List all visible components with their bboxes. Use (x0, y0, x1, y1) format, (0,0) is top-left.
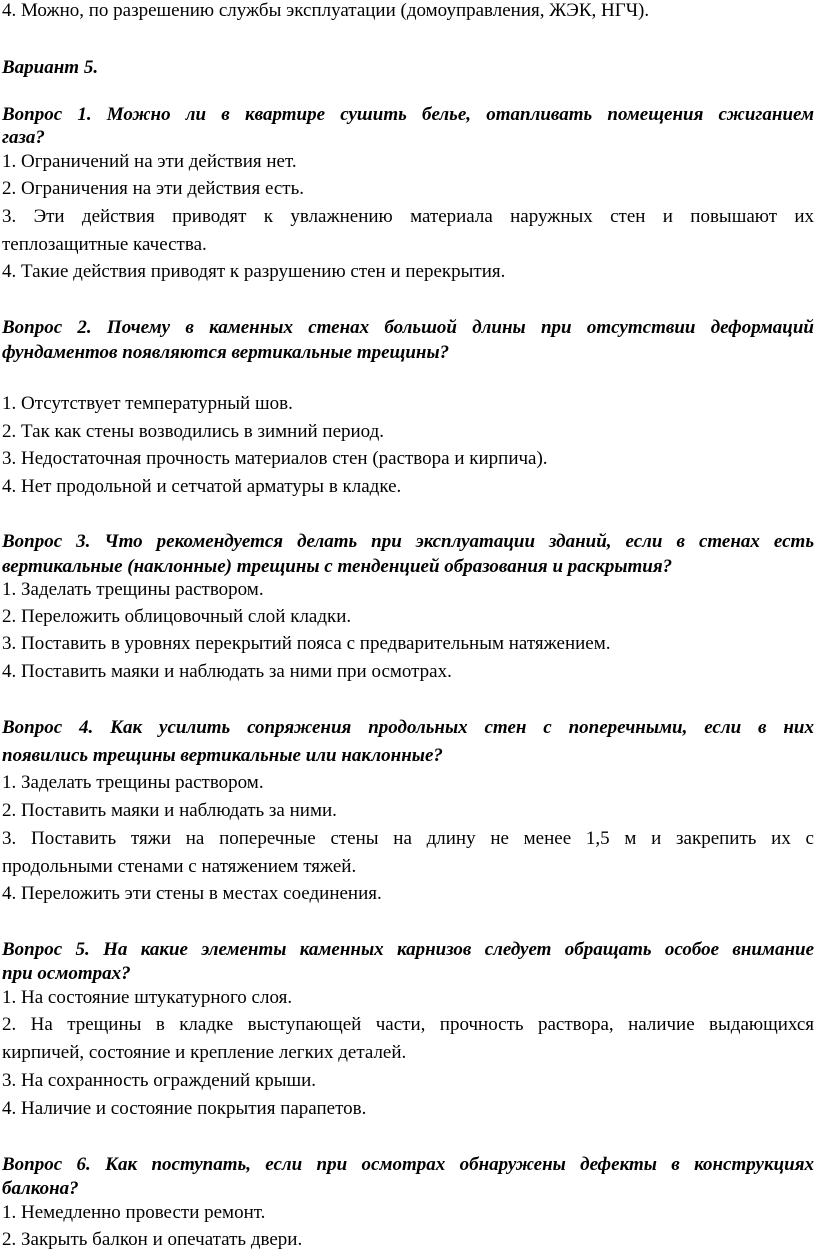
question-1-answer-4: 4. Такие действия приводят к разрушению стен и перекрытия. (2, 261, 506, 282)
question-5-text-cont: при осмотрах? (2, 963, 131, 984)
question-3-answer-3: 3. Поставить в уровнях перекрытий пояса с предварительным натяжением. (2, 633, 611, 654)
question-1-answer-3-cont: теплозащитные качества. (2, 234, 207, 255)
question-4-answer-4: 4. Переложить эти стены в местах соединения. (2, 883, 382, 904)
question-2-answer-4: 4. Нет продольной и сетчатой арматуры в кладке. (2, 476, 402, 497)
question-5-answer-1: 1. На состояние штукатурного слоя. (2, 987, 293, 1008)
question-5-answer-4: 4. Наличие и состояние покрытия парапетов. (2, 1098, 367, 1119)
question-4-text: Вопрос 4. Как усилить сопряжения продольных стен с поперечными, если в них (2, 717, 814, 738)
question-3-answer-1: 1. Заделать трещины раствором. (2, 579, 264, 600)
question-1-answer-2: 2. Ограничения на эти действия есть. (2, 178, 305, 199)
question-2-text-cont: фундаментов появляются вертикальные трещины? (2, 342, 450, 363)
question-6-text-cont: балкона? (2, 1178, 79, 1199)
question-5-answer-2: 2. На трещины в кладке выступающей части, прочность раствора, наличие выдающихся (2, 1014, 814, 1035)
question-5-text: Вопрос 5. На какие элементы каменных карнизов следует обращать особое внимание (2, 939, 814, 960)
question-4-answer-2: 2. Поставить маяки и наблюдать за ними. (2, 800, 337, 821)
question-4-text-cont: появились трещины вертикальные или наклонные? (2, 745, 443, 766)
question-2-answer-1: 1. Отсутствует температурный шов. (2, 393, 293, 414)
question-3-answer-2: 2. Переложить облицовочный слой кладки. (2, 606, 352, 627)
question-3-answer-4: 4. Поставить маяки и наблюдать за ними при осмотрах. (2, 661, 452, 682)
question-4-answer-1: 1. Заделать трещины раствором. (2, 772, 264, 793)
question-1-answer-3: 3. Эти действия приводят к увлажнению материала наружных стен и повышают их (2, 206, 814, 227)
question-2-text: Вопрос 2. Почему в каменных стенах большой длины при отсутствии деформаций (2, 317, 814, 338)
question-3-text: Вопрос 3. Что рекомендуется делать при эксплуатации зданий, если в стенах есть (2, 531, 814, 552)
question-1-text: Вопрос 1. Можно ли в квартире сушить белье, отапливать помещения сжиганием (2, 104, 814, 125)
question-1-text-cont: газа? (2, 127, 45, 148)
question-3-text-cont: вертикальные (наклонные) трещины с тенденцией образования и раскрытия? (2, 556, 673, 577)
variant-heading: Вариант 5. (2, 57, 99, 78)
intro-answer-line: 4. Можно, по разрешению службы эксплуатации (домоуправления, ЖЭК, НГЧ). (2, 0, 650, 21)
question-4-answer-3-cont: продольными стенами с натяжением тяжей. (2, 856, 357, 877)
question-2-answer-3: 3. Недостаточная прочность материалов стен (раствора и кирпича). (2, 448, 548, 469)
question-2-answer-2: 2. Так как стены возводились в зимний период. (2, 421, 385, 442)
question-6-answer-2: 2. Закрыть балкон и опечатать двери. (2, 1229, 303, 1250)
question-6-text: Вопрос 6. Как поступать, если при осмотрах обнаружены дефекты в конструкциях (2, 1154, 814, 1175)
question-5-answer-2-cont: кирпичей, состояние и крепление легких деталей. (2, 1042, 407, 1063)
question-5-answer-3: 3. На сохранность ограждений крыши. (2, 1070, 317, 1091)
question-1-answer-1: 1. Ограничений на эти действия нет. (2, 151, 297, 172)
question-4-answer-3: 3. Поставить тяжи на поперечные стены на длину не менее 1,5 м и закрепить их с (2, 828, 814, 849)
question-6-answer-1: 1. Немедленно провести ремонт. (2, 1202, 266, 1223)
